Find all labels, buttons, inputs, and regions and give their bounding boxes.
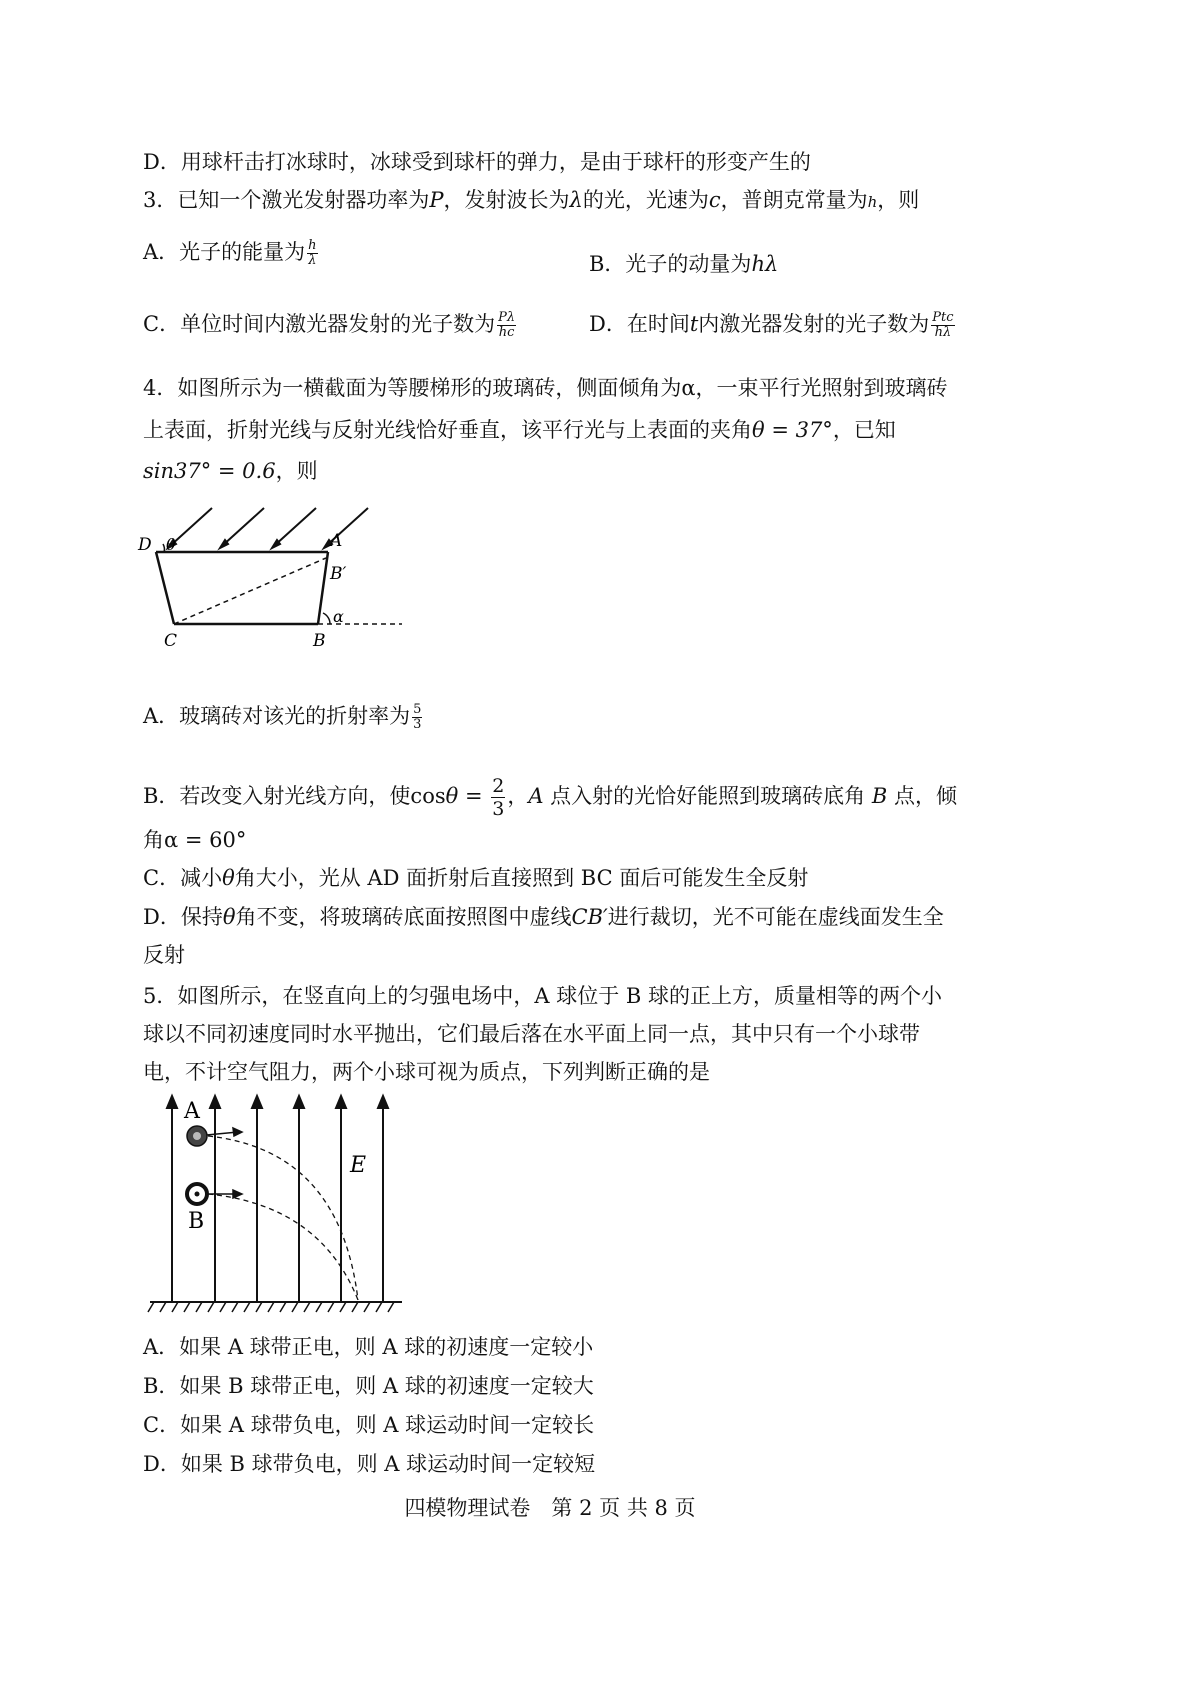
ball-b-center — [195, 1192, 200, 1197]
label-e-field: E — [350, 1153, 367, 1178]
q3-option-b: B．光子的动量为hλ — [589, 252, 779, 276]
trajectory-b — [208, 1194, 358, 1300]
electric-field-figure — [140, 1090, 410, 1320]
label-c: C — [164, 631, 178, 651]
q4-stem-line1: 4．如图所示为一横截面为等腰梯形的玻璃砖，侧面倾角为α，一束平行光照射到玻璃砖 — [143, 376, 948, 400]
q4-stem-line2: 上表面，折射光线与反射光线恰好垂直，该平行光与上表面的夹角θ = 37°，已知 — [143, 418, 896, 442]
q3-option-d: D．在时间t内激光器发射的光子数为 $\frac{\text{Ptc}}{h\lambda}$ — [589, 310, 954, 340]
q5-stem-line1: 5．如图所示，在竖直向上的匀强电场中，A 球位于 B 球的正上方，质量相等的两个小 — [143, 984, 942, 1008]
dashed-line-cbp — [174, 558, 326, 624]
q4-option-d: D．保持θ角不变，将玻璃砖底面按照图中虚线CB′进行裁切，光不可能在虚线面发生全 — [143, 905, 944, 929]
label-ball-a: A — [184, 1099, 200, 1124]
q5-option-d: D．如果 B 球带负电，则 A 球运动时间一定较短 — [143, 1452, 596, 1476]
label-ball-b: B — [188, 1209, 205, 1234]
q4-option-a: A．玻璃砖对该光的折射率为 $\frac{5}{3}$ — [143, 702, 422, 732]
q5-stem-line3: 电，不计空气阻力，两个小球可视为质点，下列判断正确的是 — [143, 1060, 710, 1084]
q3-stem: 3．已知一个激光发射器功率为P，发射波长为λ的光，光速为c，普朗克常量为h，则 — [143, 188, 920, 212]
label-b-prime: B′ — [330, 564, 347, 584]
q4-option-d-line2: 反射 — [143, 943, 185, 967]
ball-a-highlight — [193, 1132, 201, 1140]
q4-option-b: B．若改变入射光线方向，使cosθ = $\frac{2}{3}$ ，A 点入射的光恰好能照到玻璃砖底角 B 点，倾 — [143, 775, 957, 820]
q5-option-a: A．如果 A 球带正电，则 A 球的初速度一定较小 — [143, 1335, 594, 1359]
q3-option-a: A．光子的能量为 $\frac{h}{\lambda}$ — [143, 238, 317, 268]
trapezoid-figure — [140, 500, 430, 660]
left-side-dc — [156, 552, 174, 624]
label-theta: θ — [166, 535, 176, 554]
ground-hatch — [148, 1302, 394, 1312]
q4-option-c: C．减小θ角大小，光从 AD 面折射后直接照到 BC 面后可能发生全反射 — [143, 866, 809, 890]
trajectory-a — [208, 1136, 358, 1300]
label-b: B — [313, 631, 326, 651]
label-a: A — [330, 531, 343, 551]
q4-stem-line3: sin37° = 0.6，则 — [143, 459, 318, 483]
page-footer: 四模物理试卷 第 2 页 共 8 页 — [404, 1496, 696, 1520]
q5-option-c: C．如果 A 球带负电，则 A 球运动时间一定较长 — [143, 1413, 595, 1437]
q5-stem-line2: 球以不同初速度同时水平抛出，它们最后落在水平面上同一点，其中只有一个小球带 — [143, 1022, 920, 1046]
q3-option-c: C．单位时间内激光器发射的光子数为 $\frac{P\lambda}{hc}$ — [143, 310, 516, 340]
q4-option-b-line2: 角α = 60° — [143, 828, 247, 852]
alpha-arc — [323, 613, 330, 624]
label-d: D — [138, 535, 152, 555]
q5-option-b: B．如果 B 球带正电，则 A 球的初速度一定较大 — [143, 1374, 594, 1398]
q2-option-d: D．用球杆击打冰球时，冰球受到球杆的弹力，是由于球杆的形变产生的 — [143, 150, 811, 174]
label-alpha: α — [333, 607, 344, 626]
